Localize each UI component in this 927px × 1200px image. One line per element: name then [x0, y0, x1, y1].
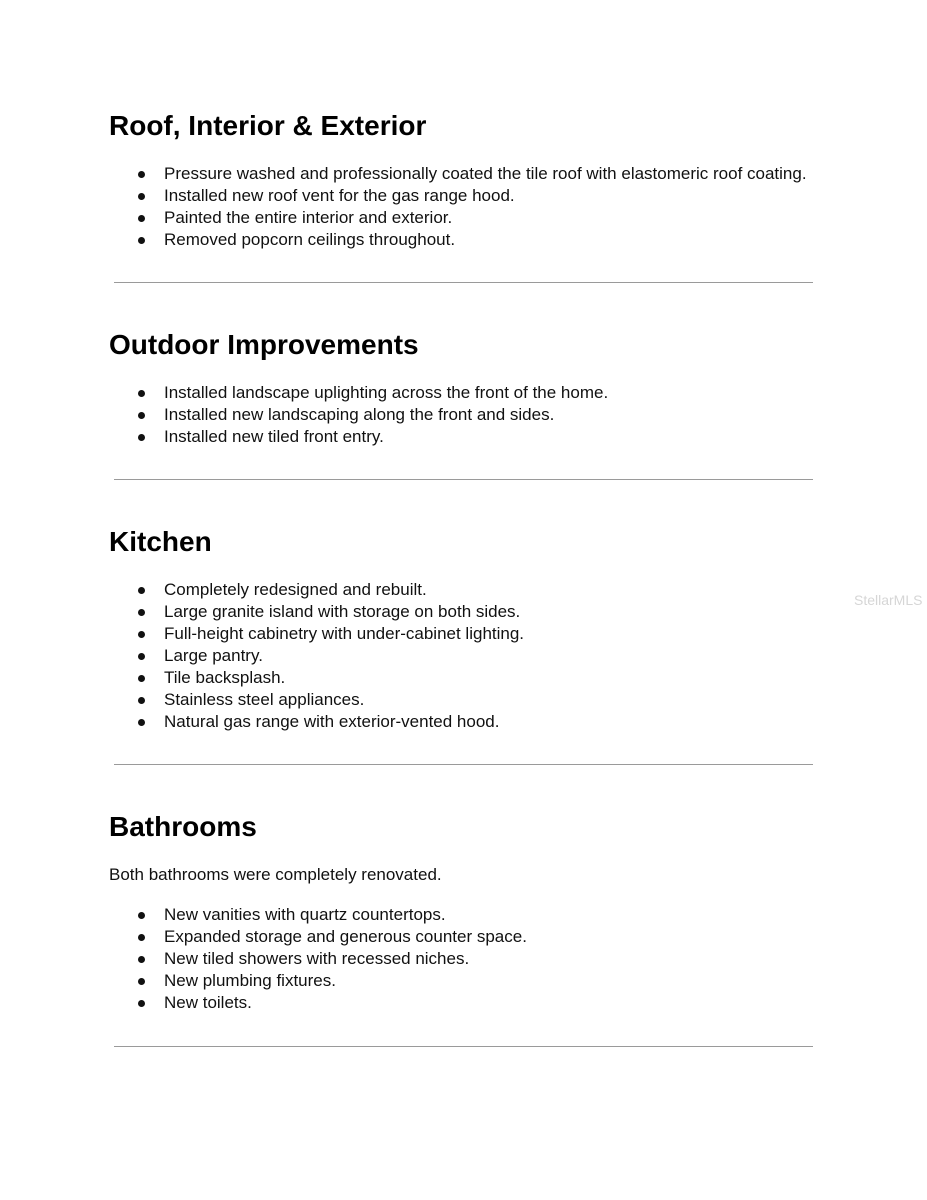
list-item	[109, 163, 807, 185]
list-item-text: New tiled showers with recessed niches.	[164, 949, 470, 968]
section-roof-interior-exterior	[109, 110, 813, 249]
bullet-icon	[138, 653, 145, 660]
bullet-icon	[138, 912, 145, 919]
list-item-text: Installed new tiled front entry.	[164, 427, 384, 446]
bullet-icon	[138, 978, 145, 985]
list-item	[109, 689, 524, 711]
list-item-text: Installed new landscaping along the front and sides.	[164, 405, 555, 424]
section-heading: Outdoor Improvements	[109, 329, 419, 360]
bullet-icon	[138, 631, 145, 638]
list-item	[109, 404, 608, 426]
bullet-icon	[138, 1000, 145, 1007]
bullet-icon	[138, 956, 145, 963]
list-item	[109, 711, 524, 733]
bullet-icon	[138, 609, 145, 616]
section-kitchen	[109, 526, 813, 731]
bullet-list	[109, 904, 527, 1014]
section-bathrooms	[109, 811, 813, 1012]
list-item	[109, 623, 524, 645]
bullet-icon	[138, 697, 145, 704]
bullet-icon	[138, 237, 145, 244]
list-item-text: Large granite island with storage on both sides.	[164, 602, 521, 621]
list-item-text: New toilets.	[164, 993, 252, 1012]
bullet-icon	[138, 934, 145, 941]
list-item	[109, 667, 524, 689]
list-item	[109, 229, 807, 251]
section-divider	[114, 282, 813, 283]
list-item-text: Expanded storage and generous counter space.	[164, 927, 527, 946]
section-divider	[114, 764, 813, 765]
bullet-icon	[138, 215, 145, 222]
list-item-text: Natural gas range with exterior-vented hood.	[164, 712, 500, 731]
list-item	[109, 904, 527, 926]
section-divider	[114, 479, 813, 480]
list-item-text: Pressure washed and professionally coated the tile roof with elastomeric roof coating.	[164, 164, 807, 183]
section-outdoor-improvements	[109, 329, 813, 446]
section-heading: Roof, Interior & Exterior	[109, 110, 427, 141]
section-heading: Bathrooms	[109, 811, 257, 842]
list-item	[109, 426, 608, 448]
bullet-icon	[138, 587, 145, 594]
section-heading: Kitchen	[109, 526, 212, 557]
bullet-icon	[138, 171, 145, 178]
section-divider	[114, 1046, 813, 1047]
list-item-text: Installed landscape uplighting across the front of the home.	[164, 383, 609, 402]
list-item	[109, 992, 527, 1014]
bullet-icon	[138, 412, 145, 419]
list-item	[109, 601, 524, 623]
list-item-text: Removed popcorn ceilings throughout.	[164, 230, 456, 249]
list-item	[109, 185, 807, 207]
list-item-text: Completely redesigned and rebuilt.	[164, 580, 427, 599]
bullet-icon	[138, 719, 145, 726]
list-item-text: Painted the entire interior and exterior.	[164, 208, 453, 227]
list-item	[109, 645, 524, 667]
list-item	[109, 926, 527, 948]
list-item-text: Tile backsplash.	[164, 668, 286, 687]
list-item	[109, 382, 608, 404]
list-item	[109, 579, 524, 601]
bullet-icon	[138, 434, 145, 441]
bullet-list	[109, 579, 524, 733]
list-item-text: Full-height cabinetry with under-cabinet lighting.	[164, 624, 525, 643]
list-item	[109, 970, 527, 992]
watermark: StellarMLS	[854, 592, 923, 608]
bullet-icon	[138, 675, 145, 682]
bullet-list	[109, 382, 608, 448]
list-item-text: Large pantry.	[164, 646, 263, 665]
list-item	[109, 948, 527, 970]
list-item-text: New plumbing fixtures.	[164, 971, 336, 990]
list-item-text: Stainless steel appliances.	[164, 690, 365, 709]
bullet-icon	[138, 193, 145, 200]
list-item-text: Installed new roof vent for the gas range hood.	[164, 186, 515, 205]
list-item	[109, 207, 807, 229]
bullet-icon	[138, 390, 145, 397]
bullet-list	[109, 163, 807, 251]
list-item-text: New vanities with quartz countertops.	[164, 905, 446, 924]
section-intro: Both bathrooms were completely renovated.	[109, 865, 442, 884]
